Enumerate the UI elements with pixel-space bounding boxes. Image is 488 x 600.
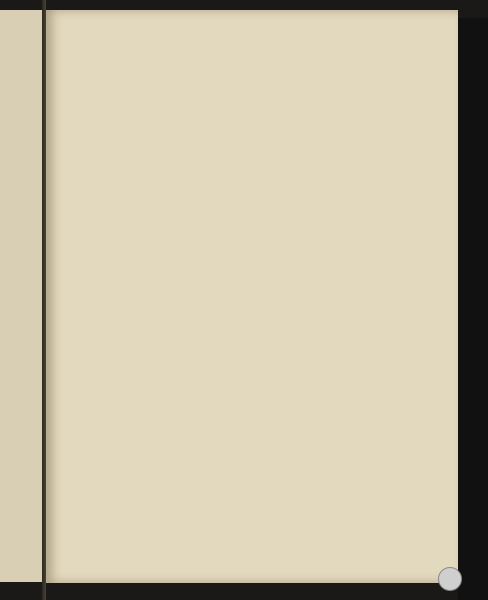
background-right-edge bbox=[458, 18, 488, 600]
book-page bbox=[46, 10, 458, 583]
facing-page-edge bbox=[0, 10, 44, 582]
scan-marker bbox=[438, 567, 462, 591]
